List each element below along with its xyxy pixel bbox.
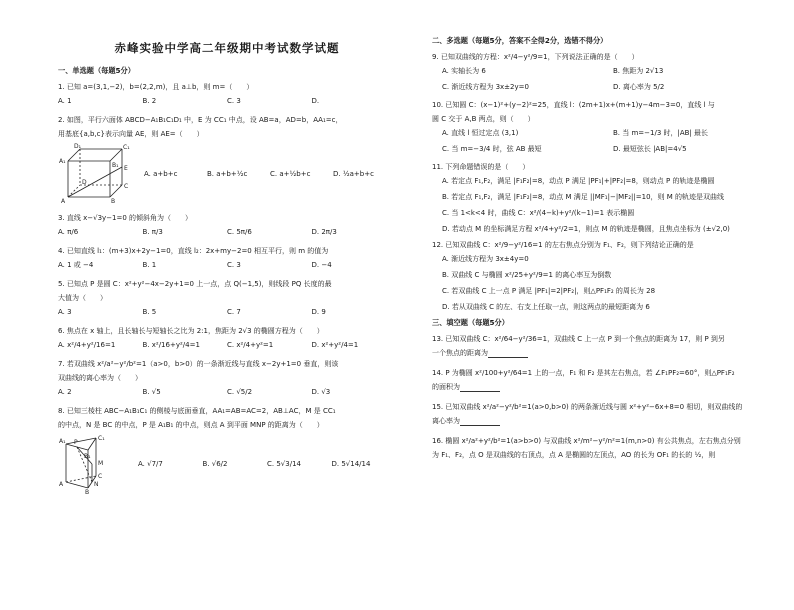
question-7-line-2: 双曲线的离心率为（ ） bbox=[58, 374, 142, 382]
option-d: D. 若从双曲线 C 的左、右支上任取一点，则这两点的最短距离为 6 bbox=[442, 303, 650, 311]
question-4-options bbox=[58, 260, 396, 270]
answer-blank bbox=[460, 383, 500, 392]
option-d: D. −4 bbox=[311, 261, 332, 269]
label-c1: C₁ bbox=[98, 435, 105, 442]
question-15-line-1: 15. 已知双曲线 x²/a²−y²/b²=1(a>0,b>0) 的两条渐近线与圆 x²+y²−6x+8=0 相切，则双曲线的 bbox=[432, 403, 743, 411]
question-10-line-1: 10. 已知圆 C：(x−1)²+(y−2)²=25，直线 l：(2m+1)x+(m+1)y−4m−3=0，直线 l 与 bbox=[432, 101, 715, 109]
question-5-line-2: 大值为（ ） bbox=[58, 294, 107, 302]
question-13-line-2 bbox=[432, 348, 784, 358]
question-10-options bbox=[442, 128, 784, 154]
option-a: A. √7/7 bbox=[138, 460, 163, 468]
option-b: B. 1 bbox=[142, 261, 157, 269]
option-c: C. 当 m=−3/4 时，弦 AB 最短 bbox=[442, 145, 542, 153]
question-2-options bbox=[144, 169, 396, 179]
option-d: D. x²+y²/4=1 bbox=[311, 341, 359, 349]
option-d: D. 最短弦长 |AB|=4√5 bbox=[613, 145, 687, 153]
option-b: B. 若定点 F₁,F₂，满足 |F₁F₂|=8，动点 M 满足 ||MF₁|−|MF₂||=10，则 M 的轨迹是双曲线 bbox=[442, 193, 725, 201]
question-1: 1. 已知 a=(3,1,−2)，b=(2,2,m)，且 a⊥b，则 m=（ ） bbox=[58, 83, 254, 91]
question-6-options bbox=[58, 340, 396, 350]
question-8-options bbox=[138, 459, 396, 469]
question-15-line-2 bbox=[432, 416, 784, 426]
option-c: C. 当 1<k<4 时，曲线 C：x²/(4−k)+y²/(k−1)=1 表示椭圆 bbox=[442, 209, 635, 217]
label-a: A bbox=[59, 481, 64, 488]
option-c: C. a+½b+c bbox=[270, 170, 311, 178]
label-b1: B₁ bbox=[112, 162, 119, 169]
exam-title: 赤峰实验中学高二年级期中考试数学试题 bbox=[114, 41, 340, 55]
label-a1: A₁ bbox=[59, 158, 66, 165]
question-11: 11. 下列命题错误的是（ ） bbox=[432, 163, 530, 171]
question-16-line-2: 为 F₁、F₂，点 O 是双曲线的右顶点，点 A 是椭圆的左顶点，AO 的长为 OF₁ 的长的 ½，则 bbox=[432, 451, 716, 459]
parallelepiped-figure bbox=[58, 143, 136, 205]
right-column bbox=[410, 0, 794, 610]
option-a: A. a+b+c bbox=[144, 170, 178, 178]
question-4: 4. 已知直线 l₁：(m+3)x+2y−1=0，直线 l₂：2x+my−2=0 相互平行，则 m 的值为 bbox=[58, 247, 329, 255]
option-a: A. 2 bbox=[58, 388, 72, 396]
question-8-figure-row bbox=[58, 434, 396, 494]
question-14-text: 的面积为 bbox=[432, 383, 460, 391]
option-b: B. 2 bbox=[142, 97, 157, 105]
question-12: 12. 已知双曲线 C：x²/9−y²/16=1 的左右焦点分别为 F₁、F₂，则下列结论正确的是 bbox=[432, 241, 694, 249]
option-c: C. √5/2 bbox=[227, 388, 253, 396]
option-b: B. √6/2 bbox=[202, 460, 228, 468]
question-7-line-1: 7. 若双曲线 x²/a²−y²/b²=1（a>0，b>0）的一条渐近线与直线 x−2y+1=0 垂直，则该 bbox=[58, 360, 339, 368]
question-13-line-1: 13. 已知双曲线 C：x²/64−y²/36=1，双曲线 C 上一点 P 到一个焦点的距离为 17，则 P 到另 bbox=[432, 335, 725, 343]
option-a: A. π/6 bbox=[58, 228, 79, 236]
question-1-options bbox=[58, 96, 396, 106]
label-c: C bbox=[98, 473, 103, 480]
option-b: B. √5 bbox=[142, 388, 161, 396]
option-c: C. 渐近线方程为 3x±2y=0 bbox=[442, 83, 529, 91]
option-c: C. x²/4+y²=1 bbox=[227, 341, 274, 349]
option-d: D. ½a+b+c bbox=[333, 170, 374, 178]
question-9-options bbox=[442, 66, 784, 92]
option-d: D. 若动点 M 的坐标满足方程 x²/4+y²/2=1，则点 M 的轨迹是椭圆，且焦点坐标为 (±√2,0) bbox=[442, 225, 730, 233]
label-p: P bbox=[74, 439, 78, 446]
question-16-line-1: 16. 椭圆 x²/a²+y²/b²=1(a>b>0) 与双曲线 x²/m²−y²/n²=1(m,n>0) 有公共焦点，左右焦点分别 bbox=[432, 437, 741, 445]
label-d1: D₁ bbox=[74, 143, 82, 150]
question-8-line-1: 8. 已知三棱柱 ABC−A₁B₁C₁ 的侧棱与底面垂直，AA₁=AB=AC=2，AB⊥AC，M 是 CC₁ bbox=[58, 407, 336, 415]
option-a: A. 实轴长为 6 bbox=[442, 67, 486, 75]
option-a: A. 若定点 F₁,F₂，满足 |F₁F₂|=8，动点 P 满足 |PF₁|+|PF₂|=8，则动点 P 的轨迹是椭圆 bbox=[442, 177, 715, 185]
label-a: A bbox=[61, 198, 66, 205]
label-m: M bbox=[98, 460, 104, 467]
option-c: C. 5π/6 bbox=[227, 228, 252, 236]
option-a: A. 3 bbox=[58, 308, 72, 316]
label-e: E bbox=[124, 165, 128, 172]
label-c: C bbox=[124, 183, 129, 190]
question-5-line-1: 5. 已知点 P 是圆 C：x²+y²−4x−2y+1=0 上一点，点 Q(−1,5)，则线段 PQ 长度的最 bbox=[58, 280, 332, 288]
question-8-line-2: 的中点，N 是 BC 的中点，P 是 A₁B₁ 的中点，则点 A 到平面 MNP 的距离为（ ） bbox=[58, 421, 324, 429]
question-11-options bbox=[442, 176, 784, 234]
option-d: D. 2π/3 bbox=[311, 228, 337, 236]
label-b1: B₁ bbox=[84, 453, 91, 460]
option-c: C. 3 bbox=[227, 97, 241, 105]
section-fill-blank-heading: 三、填空题（每题5分） bbox=[432, 318, 509, 327]
question-2-line-1: 2. 如图，平行六面体 ABCD−A₁B₁C₁D₁ 中，E 为 CC₁ 中点，设 AB=a，AD=b，AA₁=c， bbox=[58, 116, 343, 124]
question-7-options bbox=[58, 387, 396, 397]
question-3: 3. 直线 x−√3y−1=0 的倾斜角为（ ） bbox=[58, 214, 193, 222]
answer-blank bbox=[488, 349, 528, 358]
option-d: D. 离心率为 5/2 bbox=[613, 83, 665, 91]
option-b: B. 双曲线 C 与椭圆 x²/25+y²/9=1 的离心率互为倒数 bbox=[442, 271, 612, 279]
question-5-options bbox=[58, 307, 396, 317]
question-15-text: 离心率为 bbox=[432, 417, 460, 425]
option-a: A. 1 bbox=[58, 97, 72, 105]
question-3-options bbox=[58, 227, 396, 237]
question-2-line-2: 用基底{a,b,c}表示向量 AE，则 AE=（ ） bbox=[58, 130, 204, 138]
option-b: B. a+b+½c bbox=[207, 170, 248, 178]
option-b: B. π/3 bbox=[142, 228, 163, 236]
option-a: A. x²/4+y²/16=1 bbox=[58, 341, 116, 349]
option-d: D. bbox=[311, 97, 320, 105]
label-b: B bbox=[111, 198, 116, 205]
option-d: D. √3 bbox=[311, 388, 331, 396]
option-c: C. 7 bbox=[227, 308, 241, 316]
option-a: A. 直线 l 恒过定点 (3,1) bbox=[442, 129, 519, 137]
option-d: D. 5√14/14 bbox=[331, 460, 371, 468]
question-13-text: 一个焦点的距离为 bbox=[432, 349, 488, 357]
option-d: D. 9 bbox=[311, 308, 326, 316]
label-c1: C₁ bbox=[123, 144, 130, 151]
question-6: 6. 焦点在 x 轴上，且长轴长与短轴长之比为 2:1，焦距为 2√3 的椭圆方程为（ ） bbox=[58, 327, 324, 335]
option-b: B. 5 bbox=[142, 308, 157, 316]
prism-figure bbox=[58, 434, 130, 494]
question-9: 9. 已知双曲线的方程：x²/4−y²/9=1，下列说法正确的是（ ） bbox=[432, 53, 639, 61]
section-single-choice-heading: 一、单选题（每题5分） bbox=[58, 66, 135, 75]
question-10-line-2: 圆 C 交于 A,B 两点，则（ ） bbox=[432, 115, 535, 123]
option-c: C. 3 bbox=[227, 261, 241, 269]
option-a: A. 渐近线方程为 3x±4y=0 bbox=[442, 255, 529, 263]
question-14-line-2 bbox=[432, 382, 784, 392]
option-b: B. x²/16+y²/4=1 bbox=[142, 341, 200, 349]
question-12-options bbox=[442, 254, 784, 312]
label-a1: A₁ bbox=[59, 438, 66, 445]
label-b: B bbox=[85, 489, 90, 494]
question-2-figure-row bbox=[58, 143, 396, 205]
option-b: B. 当 m=−1/3 时，|AB| 最长 bbox=[613, 129, 709, 137]
option-c: C. 若双曲线 C 上一点 P 满足 |PF₁|=2|PF₂|，则△PF₁F₂ 的周长为 28 bbox=[442, 287, 656, 295]
option-a: A. 1 或 −4 bbox=[58, 261, 94, 269]
question-14-line-1: 14. P 为椭圆 x²/100+y²/64=1 上的一点，F₁ 和 F₂ 是其左右焦点，若 ∠F₁PF₂=60°，则△PF₁F₂ bbox=[432, 369, 735, 377]
option-b: B. 焦距为 2√13 bbox=[613, 67, 664, 75]
answer-blank bbox=[460, 417, 500, 426]
label-n: N bbox=[94, 481, 99, 488]
option-c: C. 5√3/14 bbox=[267, 460, 301, 468]
label-d: D bbox=[82, 179, 87, 186]
section-multi-choice-heading: 二、多选题（每题5分，答案不全得2分，选错不得分） bbox=[432, 36, 608, 45]
